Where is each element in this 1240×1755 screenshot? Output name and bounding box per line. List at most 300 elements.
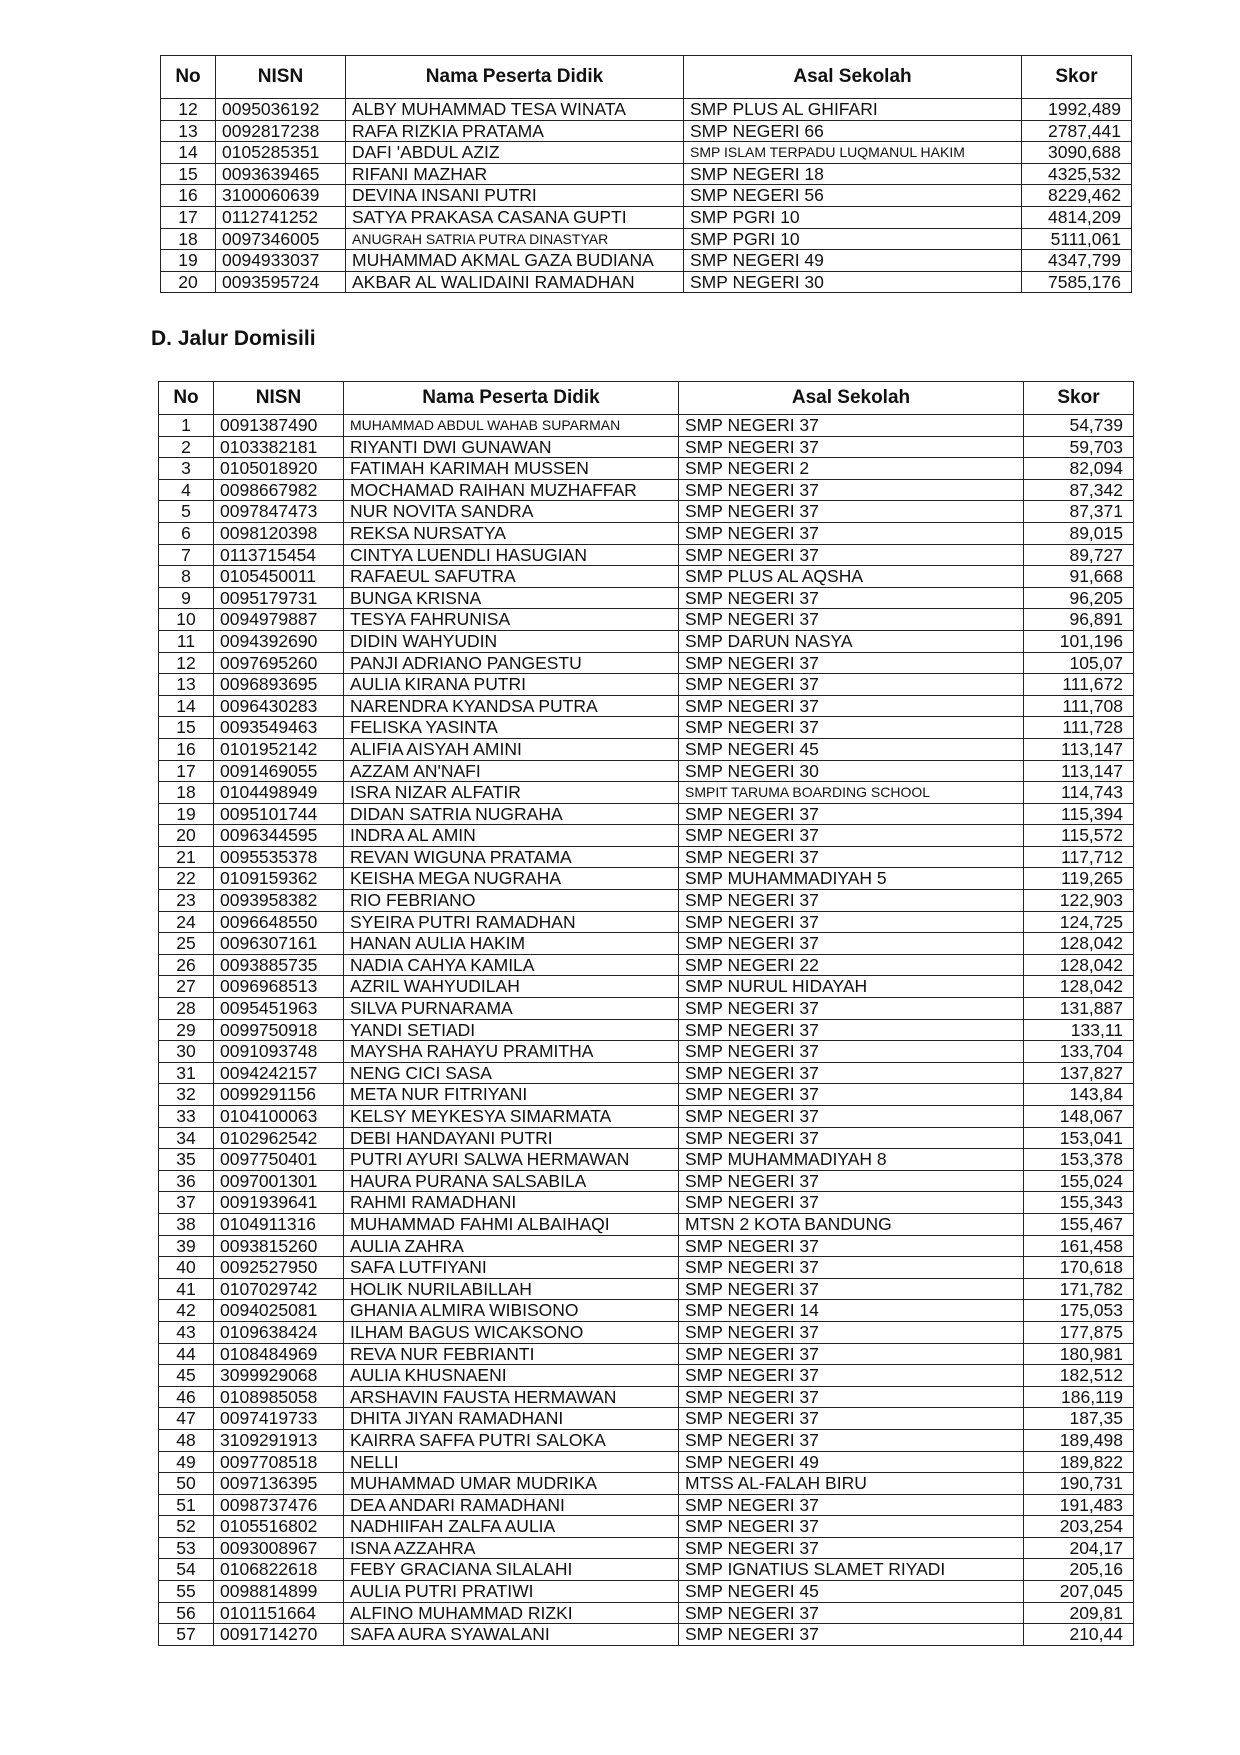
cell-score: 161,458 bbox=[1024, 1235, 1134, 1257]
cell-no: 15 bbox=[161, 163, 216, 185]
cell-nisn: 0095101744 bbox=[214, 803, 344, 825]
cell-school: SMP NEGERI 37 bbox=[679, 1537, 1024, 1559]
cell-name: HANAN AULIA HAKIM bbox=[344, 933, 679, 955]
cell-name: INDRA AL AMIN bbox=[344, 825, 679, 847]
header-no: No bbox=[159, 382, 214, 415]
cell-name: MUHAMMAD AKMAL GAZA BUDIANA bbox=[346, 250, 684, 272]
cell-no: 13 bbox=[159, 674, 214, 696]
cell-school: SMP NEGERI 37 bbox=[679, 522, 1024, 544]
cell-nisn: 0109159362 bbox=[214, 868, 344, 890]
cell-nisn: 0092817238 bbox=[216, 120, 346, 142]
table-row bbox=[161, 228, 1132, 250]
cell-score: 124,725 bbox=[1024, 911, 1134, 933]
cell-name: MOCHAMAD RAIHAN MUZHAFFAR bbox=[344, 479, 679, 501]
cell-score: 87,342 bbox=[1024, 479, 1134, 501]
cell-nisn: 0097419733 bbox=[214, 1408, 344, 1430]
cell-score: 155,467 bbox=[1024, 1213, 1134, 1235]
cell-school: SMP NEGERI 37 bbox=[679, 717, 1024, 739]
cell-no: 24 bbox=[159, 911, 214, 933]
cell-school: SMP NEGERI 37 bbox=[679, 609, 1024, 631]
cell-school: SMP NEGERI 37 bbox=[679, 1192, 1024, 1214]
table-body bbox=[161, 99, 1132, 293]
cell-school: SMP NEGERI 49 bbox=[684, 250, 1022, 272]
cell-name: RAFA RIZKIA PRATAMA bbox=[346, 120, 684, 142]
cell-score: 2787,441 bbox=[1022, 120, 1132, 142]
cell-name: META NUR FITRIYANI bbox=[344, 1084, 679, 1106]
cell-score: 137,827 bbox=[1024, 1062, 1134, 1084]
cell-name: SYEIRA PUTRI RAMADHAN bbox=[344, 911, 679, 933]
section-title: D. Jalur Domisili bbox=[151, 327, 316, 350]
cell-name: RIO FEBRIANO bbox=[344, 890, 679, 912]
cell-score: 101,196 bbox=[1024, 630, 1134, 652]
table-row bbox=[159, 1300, 1134, 1322]
cell-nisn: 0097001301 bbox=[214, 1170, 344, 1192]
cell-no: 7 bbox=[159, 544, 214, 566]
cell-score: 122,903 bbox=[1024, 890, 1134, 912]
cell-name: RIYANTI DWI GUNAWAN bbox=[344, 436, 679, 458]
table-row bbox=[159, 717, 1134, 739]
cell-nisn: 0091469055 bbox=[214, 760, 344, 782]
cell-no: 19 bbox=[161, 250, 216, 272]
table-row bbox=[161, 250, 1132, 272]
table-row bbox=[159, 1365, 1134, 1387]
cell-name: DAFI 'ABDUL AZIZ bbox=[346, 142, 684, 164]
cell-nisn: 0098737476 bbox=[214, 1494, 344, 1516]
cell-nisn: 0093595724 bbox=[216, 271, 346, 293]
cell-school: SMP NEGERI 37 bbox=[679, 1257, 1024, 1279]
cell-nisn: 0101151664 bbox=[214, 1602, 344, 1624]
table-row bbox=[159, 1321, 1134, 1343]
cell-school: SMP IGNATIUS SLAMET RIYADI bbox=[679, 1559, 1024, 1581]
table-row bbox=[159, 1516, 1134, 1538]
cell-no: 13 bbox=[161, 120, 216, 142]
table-row bbox=[159, 1602, 1134, 1624]
cell-no: 6 bbox=[159, 522, 214, 544]
table-row bbox=[159, 1062, 1134, 1084]
cell-score: 189,822 bbox=[1024, 1451, 1134, 1473]
table-row bbox=[159, 1494, 1134, 1516]
table-row bbox=[159, 1235, 1134, 1257]
cell-no: 19 bbox=[159, 803, 214, 825]
header-no: No bbox=[161, 56, 216, 99]
table-row bbox=[159, 738, 1134, 760]
table-row bbox=[159, 846, 1134, 868]
table-jalur-previous bbox=[160, 55, 1132, 293]
table-row bbox=[161, 142, 1132, 164]
cell-nisn: 0105285351 bbox=[216, 142, 346, 164]
cell-school: SMP NEGERI 37 bbox=[679, 1408, 1024, 1430]
cell-nisn: 0102962542 bbox=[214, 1127, 344, 1149]
cell-school: SMP NEGERI 66 bbox=[684, 120, 1022, 142]
cell-no: 38 bbox=[159, 1213, 214, 1235]
cell-school: SMP NEGERI 37 bbox=[679, 998, 1024, 1020]
cell-school: SMP NEGERI 37 bbox=[679, 1041, 1024, 1063]
cell-no: 23 bbox=[159, 890, 214, 912]
cell-school: SMP PLUS AL AQSHA bbox=[679, 566, 1024, 588]
cell-score: 96,891 bbox=[1024, 609, 1134, 631]
cell-nisn: 0105516802 bbox=[214, 1516, 344, 1538]
cell-name: KEISHA MEGA NUGRAHA bbox=[344, 868, 679, 890]
cell-name: MUHAMMAD UMAR MUDRIKA bbox=[344, 1473, 679, 1495]
table-row bbox=[159, 1408, 1134, 1430]
cell-score: 131,887 bbox=[1024, 998, 1134, 1020]
cell-nisn: 0095179731 bbox=[214, 587, 344, 609]
cell-school: SMP NEGERI 37 bbox=[679, 1494, 1024, 1516]
cell-school: SMP NEGERI 37 bbox=[679, 1602, 1024, 1624]
cell-school: SMP MUHAMMADIYAH 5 bbox=[679, 868, 1024, 890]
table-row bbox=[159, 1019, 1134, 1041]
cell-name: SAFA AURA SYAWALANI bbox=[344, 1624, 679, 1646]
table-row bbox=[159, 544, 1134, 566]
table-row bbox=[161, 99, 1132, 121]
cell-name: KAIRRA SAFFA PUTRI SALOKA bbox=[344, 1429, 679, 1451]
cell-score: 210,44 bbox=[1024, 1624, 1134, 1646]
cell-school: SMP NURUL HIDAYAH bbox=[679, 976, 1024, 998]
cell-nisn: 0105018920 bbox=[214, 458, 344, 480]
cell-name: RIFANI MAZHAR bbox=[346, 163, 684, 185]
table-row bbox=[159, 1537, 1134, 1559]
cell-name: REVA NUR FEBRIANTI bbox=[344, 1343, 679, 1365]
cell-school: SMP NEGERI 37 bbox=[679, 803, 1024, 825]
table-row bbox=[161, 163, 1132, 185]
cell-school: SMP NEGERI 37 bbox=[679, 846, 1024, 868]
table-row bbox=[159, 1624, 1134, 1646]
cell-name: CINTYA LUENDLI HASUGIAN bbox=[344, 544, 679, 566]
cell-name: NADHIIFAH ZALFA AULIA bbox=[344, 1516, 679, 1538]
cell-school: SMP ISLAM TERPADU LUQMANUL HAKIM bbox=[684, 142, 1022, 164]
cell-school: SMP NEGERI 49 bbox=[679, 1451, 1024, 1473]
cell-score: 203,254 bbox=[1024, 1516, 1134, 1538]
cell-no: 30 bbox=[159, 1041, 214, 1063]
cell-school: MTSS AL-FALAH BIRU bbox=[679, 1473, 1024, 1495]
cell-no: 29 bbox=[159, 1019, 214, 1041]
cell-nisn: 0097847473 bbox=[214, 501, 344, 523]
cell-school: SMP NEGERI 45 bbox=[679, 1581, 1024, 1603]
table-row bbox=[159, 1559, 1134, 1581]
table-row bbox=[159, 501, 1134, 523]
table-row bbox=[159, 1127, 1134, 1149]
cell-name: AZZAM AN'NAFI bbox=[344, 760, 679, 782]
cell-school: SMP NEGERI 37 bbox=[679, 911, 1024, 933]
cell-no: 34 bbox=[159, 1127, 214, 1149]
cell-score: 182,512 bbox=[1024, 1365, 1134, 1387]
table-row bbox=[159, 782, 1134, 804]
cell-name: ILHAM BAGUS WICAKSONO bbox=[344, 1321, 679, 1343]
cell-nisn: 0093639465 bbox=[216, 163, 346, 185]
cell-nisn: 0096430283 bbox=[214, 695, 344, 717]
header-school: Asal Sekolah bbox=[684, 56, 1022, 99]
header-nisn: NISN bbox=[214, 382, 344, 415]
cell-name: NELLI bbox=[344, 1451, 679, 1473]
cell-score: 207,045 bbox=[1024, 1581, 1134, 1603]
cell-no: 48 bbox=[159, 1429, 214, 1451]
cell-name: HAURA PURANA SALSABILA bbox=[344, 1170, 679, 1192]
cell-no: 53 bbox=[159, 1537, 214, 1559]
cell-name: DEA ANDARI RAMADHANI bbox=[344, 1494, 679, 1516]
cell-nisn: 0094979887 bbox=[214, 609, 344, 631]
cell-no: 17 bbox=[161, 206, 216, 228]
cell-score: 209,81 bbox=[1024, 1602, 1134, 1624]
cell-score: 187,35 bbox=[1024, 1408, 1134, 1430]
cell-score: 4325,532 bbox=[1022, 163, 1132, 185]
cell-school: SMP NEGERI 37 bbox=[679, 1170, 1024, 1192]
table-header-row bbox=[159, 382, 1134, 415]
cell-no: 51 bbox=[159, 1494, 214, 1516]
cell-score: 128,042 bbox=[1024, 933, 1134, 955]
table-row bbox=[159, 652, 1134, 674]
cell-name: BUNGA KRISNA bbox=[344, 587, 679, 609]
cell-school: SMP MUHAMMADIYAH 8 bbox=[679, 1149, 1024, 1171]
cell-school: SMP NEGERI 37 bbox=[679, 1516, 1024, 1538]
header-score: Skor bbox=[1022, 56, 1132, 99]
cell-name: NARENDRA KYANDSA PUTRA bbox=[344, 695, 679, 717]
table-jalur-domisili bbox=[158, 381, 1134, 1646]
cell-nisn: 0097136395 bbox=[214, 1473, 344, 1495]
table-row bbox=[159, 674, 1134, 696]
cell-name: RAHMI RAMADHANI bbox=[344, 1192, 679, 1214]
cell-score: 119,265 bbox=[1024, 868, 1134, 890]
table-row bbox=[159, 436, 1134, 458]
cell-school: SMP NEGERI 37 bbox=[679, 587, 1024, 609]
cell-no: 36 bbox=[159, 1170, 214, 1192]
cell-nisn: 0107029742 bbox=[214, 1278, 344, 1300]
cell-name: NADIA CAHYA KAMILA bbox=[344, 954, 679, 976]
table-row bbox=[159, 1451, 1134, 1473]
table-row bbox=[159, 1041, 1134, 1063]
cell-nisn: 0105450011 bbox=[214, 566, 344, 588]
cell-no: 9 bbox=[159, 587, 214, 609]
table-row bbox=[161, 271, 1132, 293]
cell-score: 133,11 bbox=[1024, 1019, 1134, 1041]
table-row bbox=[159, 695, 1134, 717]
cell-school: SMP NEGERI 37 bbox=[679, 1321, 1024, 1343]
cell-score: 115,572 bbox=[1024, 825, 1134, 847]
cell-nisn: 0113715454 bbox=[214, 544, 344, 566]
cell-nisn: 3100060639 bbox=[216, 185, 346, 207]
header-nisn: NISN bbox=[216, 56, 346, 99]
table-row bbox=[159, 1192, 1134, 1214]
cell-school: SMP PLUS AL GHIFARI bbox=[684, 99, 1022, 121]
cell-name: REKSA NURSATYA bbox=[344, 522, 679, 544]
cell-school: SMP NEGERI 2 bbox=[679, 458, 1024, 480]
cell-nisn: 0112741252 bbox=[216, 206, 346, 228]
cell-score: 111,708 bbox=[1024, 695, 1134, 717]
cell-nisn: 0095451963 bbox=[214, 998, 344, 1020]
cell-name: SILVA PURNARAMA bbox=[344, 998, 679, 1020]
header-score: Skor bbox=[1024, 382, 1134, 415]
cell-name: NENG CICI SASA bbox=[344, 1062, 679, 1084]
cell-school: SMP NEGERI 37 bbox=[679, 933, 1024, 955]
cell-name: DHITA JIYAN RAMADHANI bbox=[344, 1408, 679, 1430]
cell-score: 1992,489 bbox=[1022, 99, 1132, 121]
cell-no: 15 bbox=[159, 717, 214, 739]
table-row bbox=[159, 1278, 1134, 1300]
header-name: Nama Peserta Didik bbox=[344, 382, 679, 415]
cell-score: 133,704 bbox=[1024, 1041, 1134, 1063]
cell-name: ALIFIA AISYAH AMINI bbox=[344, 738, 679, 760]
table-row bbox=[159, 825, 1134, 847]
table-row bbox=[159, 566, 1134, 588]
cell-nisn: 0093008967 bbox=[214, 1537, 344, 1559]
cell-nisn: 0093885735 bbox=[214, 954, 344, 976]
cell-school: SMP NEGERI 45 bbox=[679, 738, 1024, 760]
cell-name: MUHAMMAD ABDUL WAHAB SUPARMAN bbox=[344, 415, 679, 437]
cell-name: AULIA PUTRI PRATIWI bbox=[344, 1581, 679, 1603]
table-row bbox=[159, 1581, 1134, 1603]
cell-name: FELISKA YASINTA bbox=[344, 717, 679, 739]
cell-score: 171,782 bbox=[1024, 1278, 1134, 1300]
table-row bbox=[159, 458, 1134, 480]
cell-nisn: 0098814899 bbox=[214, 1581, 344, 1603]
cell-school: SMP NEGERI 37 bbox=[679, 1084, 1024, 1106]
table-row bbox=[159, 1257, 1134, 1279]
cell-name: ARSHAVIN FAUSTA HERMAWAN bbox=[344, 1386, 679, 1408]
cell-school: SMP NEGERI 37 bbox=[679, 890, 1024, 912]
cell-school: SMP NEGERI 37 bbox=[679, 1019, 1024, 1041]
cell-no: 10 bbox=[159, 609, 214, 631]
cell-name: PUTRI AYURI SALWA HERMAWAN bbox=[344, 1149, 679, 1171]
cell-name: ISNA AZZAHRA bbox=[344, 1537, 679, 1559]
cell-score: 96,205 bbox=[1024, 587, 1134, 609]
cell-score: 114,743 bbox=[1024, 782, 1134, 804]
cell-nisn: 0103382181 bbox=[214, 436, 344, 458]
cell-nisn: 0093549463 bbox=[214, 717, 344, 739]
cell-nisn: 0095535378 bbox=[214, 846, 344, 868]
table-row bbox=[159, 479, 1134, 501]
cell-school: SMP NEGERI 56 bbox=[684, 185, 1022, 207]
cell-score: 175,053 bbox=[1024, 1300, 1134, 1322]
cell-no: 16 bbox=[159, 738, 214, 760]
cell-score: 177,875 bbox=[1024, 1321, 1134, 1343]
cell-name: PANJI ADRIANO PANGESTU bbox=[344, 652, 679, 674]
cell-score: 155,024 bbox=[1024, 1170, 1134, 1192]
cell-score: 189,498 bbox=[1024, 1429, 1134, 1451]
cell-school: SMP NEGERI 37 bbox=[679, 1429, 1024, 1451]
cell-name: ANUGRAH SATRIA PUTRA DINASTYAR bbox=[346, 228, 684, 250]
cell-nisn: 0096893695 bbox=[214, 674, 344, 696]
cell-score: 115,394 bbox=[1024, 803, 1134, 825]
header-name: Nama Peserta Didik bbox=[346, 56, 684, 99]
cell-name: AULIA KIRANA PUTRI bbox=[344, 674, 679, 696]
cell-nisn: 0097346005 bbox=[216, 228, 346, 250]
cell-nisn: 0098120398 bbox=[214, 522, 344, 544]
table-row bbox=[159, 1473, 1134, 1495]
cell-no: 54 bbox=[159, 1559, 214, 1581]
cell-name: MUHAMMAD FAHMI ALBAIHAQI bbox=[344, 1213, 679, 1235]
table-row bbox=[161, 120, 1132, 142]
cell-school: SMP NEGERI 37 bbox=[679, 1062, 1024, 1084]
cell-name: NUR NOVITA SANDRA bbox=[344, 501, 679, 523]
cell-school: SMP NEGERI 18 bbox=[684, 163, 1022, 185]
table-body bbox=[159, 415, 1134, 1646]
cell-name: AULIA KHUSNAENI bbox=[344, 1365, 679, 1387]
cell-nisn: 0091714270 bbox=[214, 1624, 344, 1646]
cell-no: 40 bbox=[159, 1257, 214, 1279]
cell-name: DEVINA INSANI PUTRI bbox=[346, 185, 684, 207]
cell-school: SMP NEGERI 37 bbox=[679, 501, 1024, 523]
cell-no: 42 bbox=[159, 1300, 214, 1322]
table-header-row bbox=[161, 56, 1132, 99]
cell-name: KELSY MEYKESYA SIMARMATA bbox=[344, 1106, 679, 1128]
cell-nisn: 0094933037 bbox=[216, 250, 346, 272]
cell-no: 33 bbox=[159, 1106, 214, 1128]
cell-school: SMP NEGERI 14 bbox=[679, 1300, 1024, 1322]
cell-nisn: 0096307161 bbox=[214, 933, 344, 955]
cell-nisn: 0092527950 bbox=[214, 1257, 344, 1279]
cell-score: 113,147 bbox=[1024, 738, 1134, 760]
cell-nisn: 0108985058 bbox=[214, 1386, 344, 1408]
cell-school: SMP NEGERI 37 bbox=[679, 479, 1024, 501]
cell-score: 153,378 bbox=[1024, 1149, 1134, 1171]
cell-score: 155,343 bbox=[1024, 1192, 1134, 1214]
cell-score: 3090,688 bbox=[1022, 142, 1132, 164]
table-row bbox=[159, 760, 1134, 782]
cell-name: DEBI HANDAYANI PUTRI bbox=[344, 1127, 679, 1149]
cell-name: FEBY GRACIANA SILALAHI bbox=[344, 1559, 679, 1581]
table-row bbox=[159, 522, 1134, 544]
cell-nisn: 0094242157 bbox=[214, 1062, 344, 1084]
table-row bbox=[159, 976, 1134, 998]
cell-score: 111,728 bbox=[1024, 717, 1134, 739]
table-row bbox=[161, 185, 1132, 207]
cell-no: 41 bbox=[159, 1278, 214, 1300]
cell-score: 148,067 bbox=[1024, 1106, 1134, 1128]
cell-nisn: 0104100063 bbox=[214, 1106, 344, 1128]
cell-no: 20 bbox=[159, 825, 214, 847]
cell-score: 87,371 bbox=[1024, 501, 1134, 523]
cell-name: SATYA PRAKASA CASANA GUPTI bbox=[346, 206, 684, 228]
cell-no: 8 bbox=[159, 566, 214, 588]
cell-score: 59,703 bbox=[1024, 436, 1134, 458]
cell-no: 31 bbox=[159, 1062, 214, 1084]
table-row bbox=[161, 206, 1132, 228]
cell-no: 12 bbox=[161, 99, 216, 121]
cell-score: 170,618 bbox=[1024, 1257, 1134, 1279]
cell-nisn: 0091939641 bbox=[214, 1192, 344, 1214]
cell-no: 25 bbox=[159, 933, 214, 955]
header-school: Asal Sekolah bbox=[679, 382, 1024, 415]
cell-score: 204,17 bbox=[1024, 1537, 1134, 1559]
cell-name: MAYSHA RAHAYU PRAMITHA bbox=[344, 1041, 679, 1063]
cell-school: SMPIT TARUMA BOARDING SCHOOL bbox=[679, 782, 1024, 804]
cell-school: SMP NEGERI 37 bbox=[679, 825, 1024, 847]
table-row bbox=[159, 1149, 1134, 1171]
cell-no: 37 bbox=[159, 1192, 214, 1214]
cell-school: MTSN 2 KOTA BANDUNG bbox=[679, 1213, 1024, 1235]
cell-no: 57 bbox=[159, 1624, 214, 1646]
cell-school: SMP NEGERI 37 bbox=[679, 674, 1024, 696]
cell-nisn: 3109291913 bbox=[214, 1429, 344, 1451]
cell-school: SMP NEGERI 37 bbox=[679, 1235, 1024, 1257]
cell-no: 32 bbox=[159, 1084, 214, 1106]
cell-nisn: 0094025081 bbox=[214, 1300, 344, 1322]
cell-name: REVAN WIGUNA PRATAMA bbox=[344, 846, 679, 868]
cell-nisn: 0098667982 bbox=[214, 479, 344, 501]
cell-nisn: 0097695260 bbox=[214, 652, 344, 674]
cell-name: ISRA NIZAR ALFATIR bbox=[344, 782, 679, 804]
cell-score: 7585,176 bbox=[1022, 271, 1132, 293]
table-row bbox=[159, 1343, 1134, 1365]
cell-score: 191,483 bbox=[1024, 1494, 1134, 1516]
table-row bbox=[159, 1386, 1134, 1408]
cell-nisn: 0095036192 bbox=[216, 99, 346, 121]
cell-school: SMP NEGERI 37 bbox=[679, 544, 1024, 566]
table-row bbox=[159, 954, 1134, 976]
cell-no: 17 bbox=[159, 760, 214, 782]
cell-no: 26 bbox=[159, 954, 214, 976]
cell-nisn: 0093815260 bbox=[214, 1235, 344, 1257]
cell-nisn: 0109638424 bbox=[214, 1321, 344, 1343]
